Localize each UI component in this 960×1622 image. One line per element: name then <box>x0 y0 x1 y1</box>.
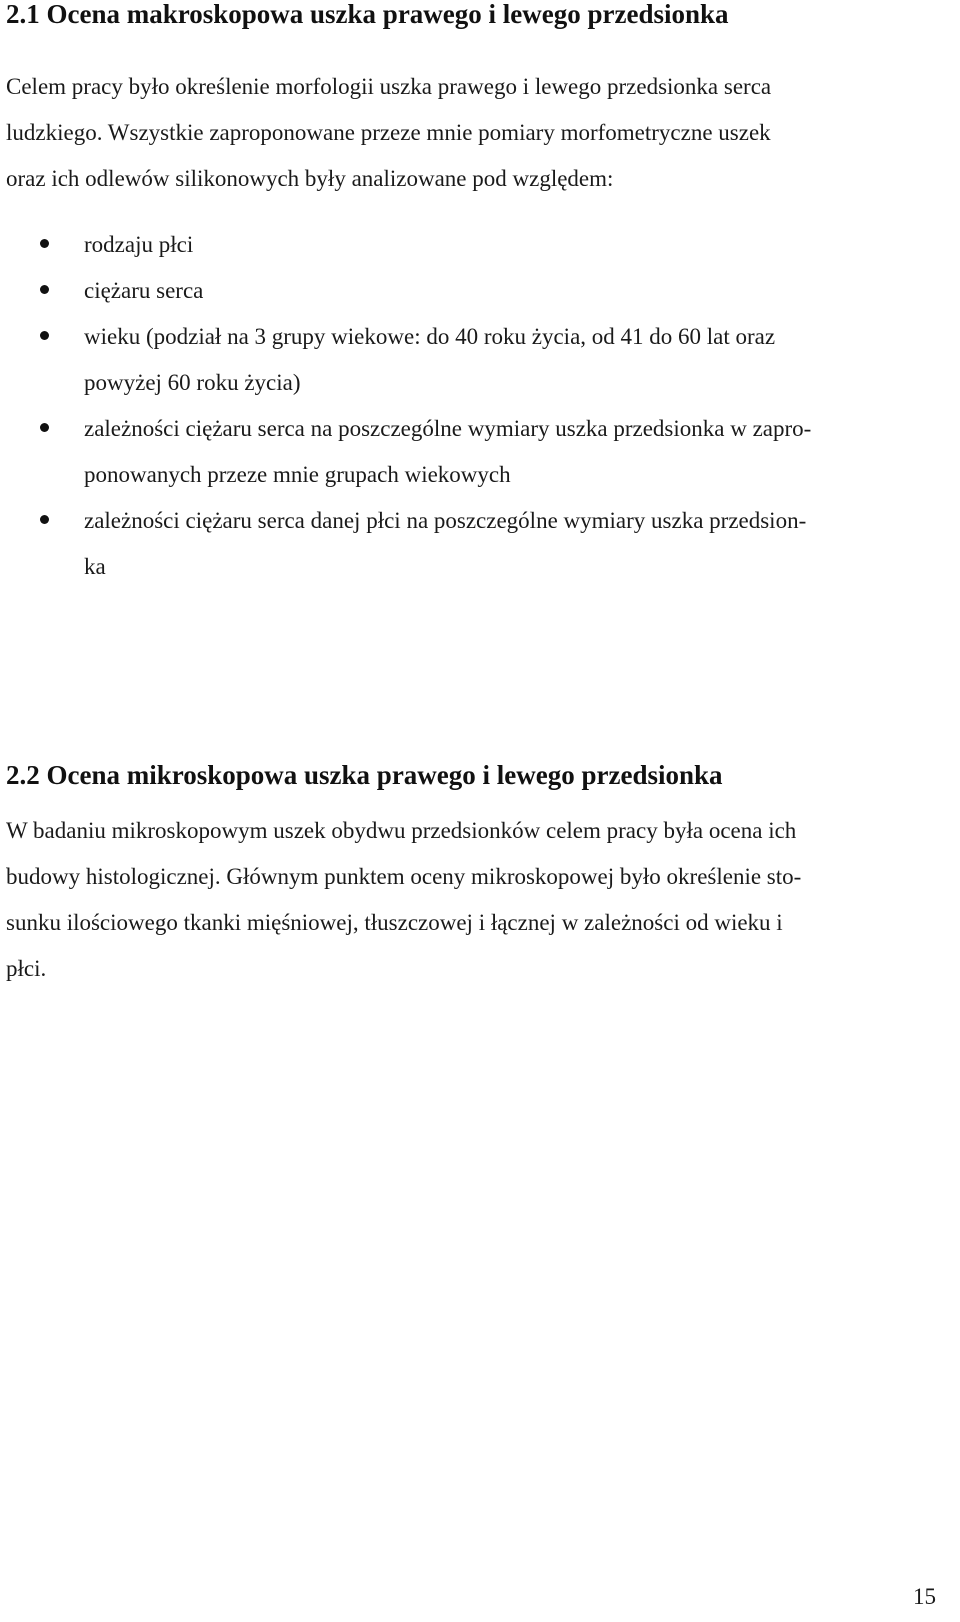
bullet-item <box>0 314 940 406</box>
bullet-icon <box>40 285 49 294</box>
paragraph-line: W badaniu mikroskopowym uszek obydwu przedsionków celem pracy była ocena ich <box>6 818 797 843</box>
bullet-icon <box>40 331 49 340</box>
bullet-icon <box>40 515 49 524</box>
section-heading-microscopic: 2.2 Ocena mikroskopowa uszka prawego i lewego przedsionka <box>6 760 723 790</box>
intro-paragraph <box>6 64 931 202</box>
criteria-bullet-list <box>0 222 940 590</box>
bullet-text: zależności ciężaru serca na poszczególne wymiary uszka przedsionka w zapro- <box>84 416 812 441</box>
paragraph-line: ludzkiego. Wszystkie zaproponowane przeze mnie pomiary morfometryczne uszek <box>6 120 771 145</box>
bullet-item <box>0 268 940 314</box>
bullet-item <box>0 406 940 498</box>
bullet-text: ka <box>84 554 106 579</box>
paragraph-line: Celem pracy było określenie morfologii uszka prawego i lewego przedsionka serca <box>6 74 772 99</box>
bullet-text: rodzaju płci <box>84 232 194 257</box>
microscopic-paragraph <box>6 808 931 992</box>
bullet-text: zależności ciężaru serca danej płci na poszczególne wymiary uszka przedsion- <box>84 508 807 533</box>
paragraph-line: budowy histologicznej. Głównym punktem oceny mikroskopowej było określenie sto- <box>6 864 802 889</box>
bullet-icon <box>40 423 49 432</box>
paragraph-line: oraz ich odlewów silikonowych były analizowane pod względem: <box>6 166 614 191</box>
bullet-item <box>0 498 940 590</box>
bullet-icon <box>40 239 49 248</box>
paragraph-line: sunku ilościowego tkanki mięśniowej, tłuszczowej i łącznej w zależności od wieku i <box>6 910 783 935</box>
paragraph-line: płci. <box>6 956 47 981</box>
bullet-item <box>0 222 940 268</box>
bullet-text: wieku (podział na 3 grupy wiekowe: do 40 roku życia, od 41 do 60 lat oraz <box>84 324 776 349</box>
page-number: 15 <box>913 1584 936 1609</box>
bullet-text: ciężaru serca <box>84 278 204 303</box>
bullet-text: powyżej 60 roku życia) <box>84 370 301 395</box>
section-heading-macroscopic: 2.1 Ocena makroskopowa uszka prawego i lewego przedsionka <box>6 0 729 29</box>
bullet-text: ponowanych przeze mnie grupach wiekowych <box>84 462 511 487</box>
